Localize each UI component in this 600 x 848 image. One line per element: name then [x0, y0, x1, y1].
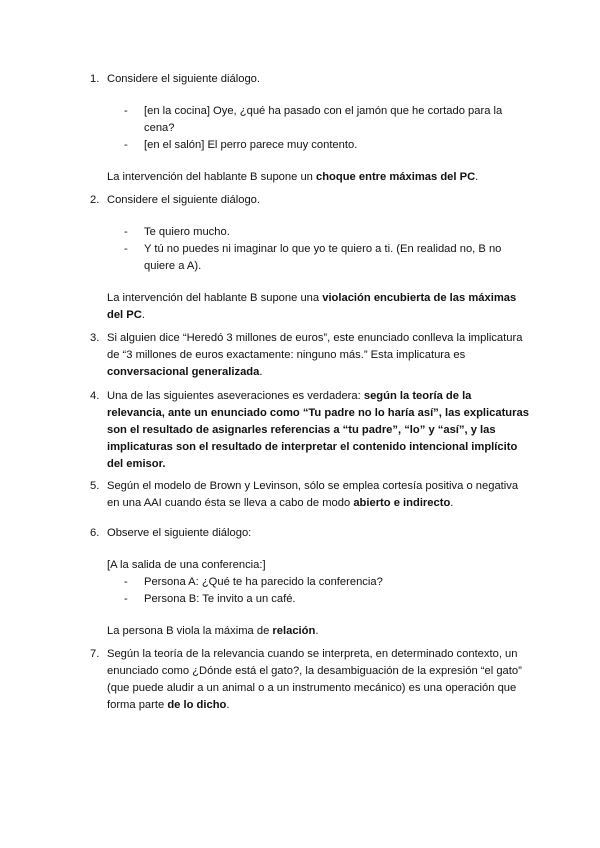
- dialogue-line: - [en la cocina] Oye, ¿qué ha pasado con el jamón que he cortado para la cena?: [124, 103, 530, 137]
- answer-highlight: relación: [272, 625, 316, 637]
- question-number: 2.: [90, 194, 100, 206]
- dialogue-line: - [en el salón] El perro parece muy contento.: [124, 137, 530, 154]
- answer-highlight: de lo dicho: [167, 699, 227, 711]
- question-text: Según el modelo de Brown y Levinson, sólo se emplea cortesía positiva o negativa en una AAI cuando ésta se lleva a cabo de modo abierto e indirecto.: [107, 480, 519, 509]
- question-prompt: Considere el siguiente diálogo.: [107, 73, 260, 85]
- question-text: Si alguien dice “Heredó 3 millones de euros”, este enunciado conlleva la implicatura de “3 millones de euros exactamente: ninguno más.” Esta implicatura es conversacional generalizada.: [107, 332, 523, 378]
- answer-highlight: según la teoría de la relevancia, ante un enunciado como “Tu padre no lo haría así”, las explicaturas son el resultado de asignarles referencias a “tu padre”, “lo” y “así”, y las implicaturas son el resultado de interpretar el contenido intencional implícito del emisor.: [107, 390, 529, 470]
- question-text: Según la teoría de la relevancia cuando se interpreta, en determinado contexto, un enunciado como ¿Dónde está el gato?, la desambiguación de la expresión “el gato” (que puede aludir a un animal o a un instrumento mecánico) es una operación que forma parte de lo dicho.: [107, 648, 522, 711]
- answer-text: La intervención del hablante B supone un choque entre máximas del PC.: [107, 171, 479, 183]
- question-prompt: Observe el siguiente diálogo:: [107, 527, 252, 539]
- answer-highlight: conversacional generalizada: [107, 366, 260, 378]
- answer-text: La persona B viola la máxima de relación.: [107, 625, 319, 637]
- answer-text: La intervención del hablante B supone una violación encubierta de las máximas del PC.: [107, 292, 517, 321]
- question-number: 7.: [90, 648, 100, 660]
- answer-highlight: abierto e indirecto: [353, 497, 451, 509]
- question-number: 5.: [90, 480, 100, 492]
- dialogue-list: [124, 224, 530, 275]
- dialogue-line: - Y tú no puedes ni imaginar lo que yo te quiero a ti. (En realidad no, B no quiere a A).: [124, 241, 530, 275]
- question-text: Una de las siguientes aseveraciones es verdadera: según la teoría de la relevancia, ante un enunciado como “Tu padre no lo haría así”, las explicaturas son el resultado de asignarles referencias a “tu padre”, “lo” y “así”, y las implicaturas son el resultado de interpretar el contenido intencional implícito del emisor.: [107, 390, 529, 470]
- question-number: 6.: [90, 527, 100, 539]
- dialogue-line: - Persona B: Te invito a un café.: [124, 591, 530, 608]
- dialogue-list: [124, 574, 530, 608]
- dialogue-context: [A la salida de una conferencia:]: [107, 559, 266, 571]
- question-prompt: Considere el siguiente diálogo.: [107, 194, 260, 206]
- dialogue-line: - Te quiero mucho.: [124, 224, 530, 241]
- answer-highlight: choque entre máximas del PC: [316, 171, 476, 183]
- answer-highlight: violación encubierta de las máximas del PC: [107, 292, 517, 321]
- dialogue-list: [124, 103, 530, 154]
- question-number: 1.: [90, 73, 100, 85]
- dialogue-line: - Persona A: ¿Qué te ha parecido la conferencia?: [124, 574, 530, 591]
- question-number: 3.: [90, 332, 100, 344]
- question-number: 4.: [90, 390, 100, 402]
